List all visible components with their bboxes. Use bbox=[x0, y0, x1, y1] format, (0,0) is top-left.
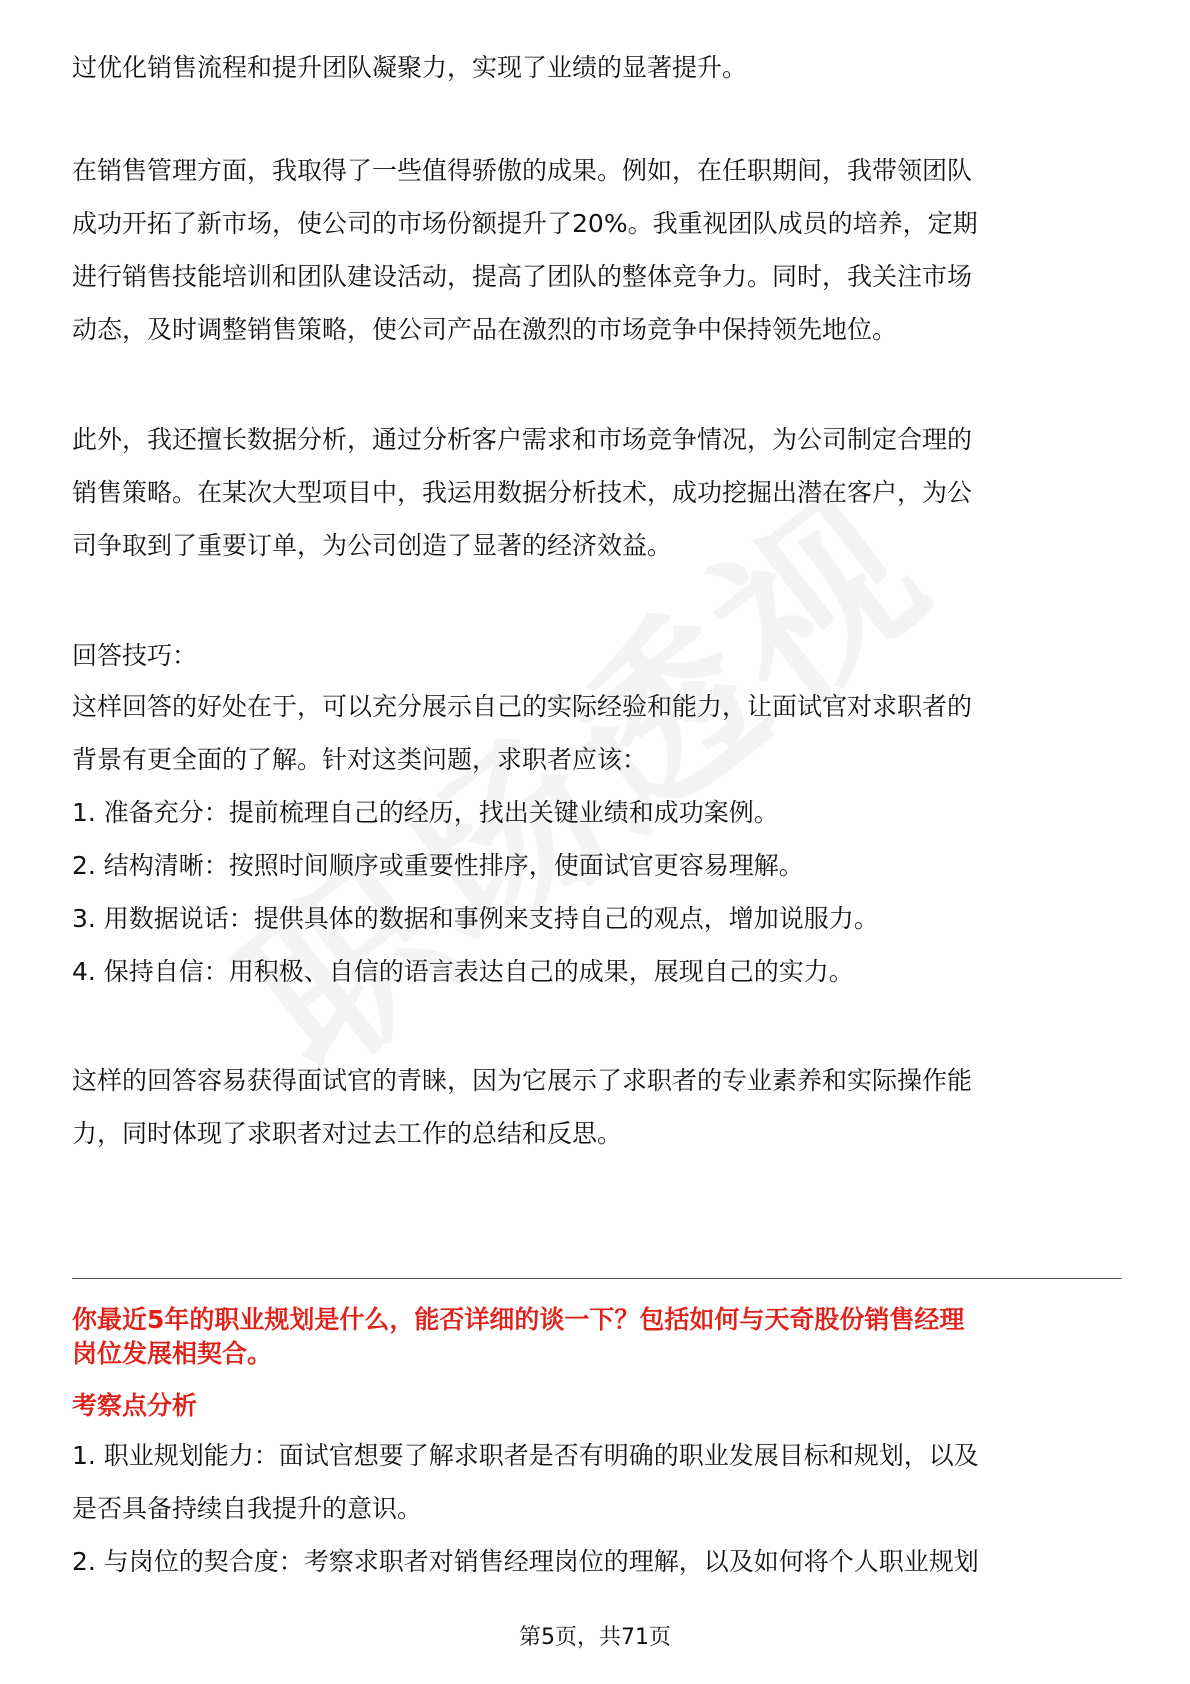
tips-heading: 回答技巧： bbox=[72, 641, 198, 670]
tips-item: 4. 保持自信：用积极、自信的语言表达自己的成果，展现自己的实力。 bbox=[72, 957, 854, 986]
paragraph-line: 销售策略。在某次大型项目中，我运用数据分析技术，成功挖掘出潜在客户，为公 bbox=[72, 478, 973, 507]
tips-item: 1. 准备充分：提前梳理自己的经历，找出关键业绩和成功案例。 bbox=[72, 798, 779, 827]
section-divider bbox=[72, 1278, 1122, 1279]
paragraph-line: 在销售管理方面，我取得了一些值得骄傲的成果。例如，在任职期间，我带领团队 bbox=[72, 156, 973, 185]
analysis-point: 2. 与岗位的契合度：考察求职者对销售经理岗位的理解，以及如何将个人职业规划 bbox=[72, 1547, 979, 1576]
paragraph-line: 进行销售技能培训和团队建设活动，提高了团队的整体竞争力。同时，我关注市场 bbox=[72, 262, 973, 291]
paragraph-line: 过优化销售流程和提升团队凝聚力，实现了业绩的显著提升。 bbox=[72, 53, 748, 82]
paragraph-line: 此外，我还擅长数据分析，通过分析客户需求和市场竞争情况，为公司制定合理的 bbox=[72, 425, 973, 454]
tips-intro-line: 这样回答的好处在于，可以充分展示自己的实际经验和能力，让面试官对求职者的 bbox=[72, 692, 973, 721]
paragraph-line: 成功开拓了新市场，使公司的市场份额提升了20%。我重视团队成员的培养，定期 bbox=[72, 209, 978, 238]
tips-intro-line: 背景有更全面的了解。针对这类问题，求职者应该： bbox=[72, 745, 648, 774]
conclusion-line: 这样的回答容易获得面试官的青睐，因为它展示了求职者的专业素养和实际操作能 bbox=[72, 1066, 973, 1095]
analysis-point: 是否具备持续自我提升的意识。 bbox=[72, 1494, 423, 1523]
analysis-point: 1. 职业规划能力：面试官想要了解求职者是否有明确的职业发展目标和规划，以及 bbox=[72, 1441, 979, 1470]
question-title-line: 你最近5年的职业规划是什么，能否详细的谈一下？包括如何与天奇股份销售经理 bbox=[72, 1305, 965, 1334]
tips-item: 3. 用数据说话：提供具体的数据和事例来支持自己的观点，增加说服力。 bbox=[72, 904, 879, 933]
watermark bbox=[181, 352, 1058, 1121]
question-title-line: 岗位发展相契合。 bbox=[72, 1339, 273, 1368]
conclusion-line: 力，同时体现了求职者对过去工作的总结和反思。 bbox=[72, 1119, 623, 1148]
paragraph-line: 司争取到了重要订单，为公司创造了显著的经济效益。 bbox=[72, 531, 673, 560]
tips-item: 2. 结构清晰：按照时间顺序或重要性排序，使面试官更容易理解。 bbox=[72, 851, 804, 880]
paragraph-line: 动态，及时调整销售策略，使公司产品在激烈的市场竞争中保持领先地位。 bbox=[72, 315, 898, 344]
page-number: 第5页，共71页 bbox=[519, 1625, 671, 1650]
analysis-heading: 考察点分析 bbox=[72, 1391, 198, 1420]
